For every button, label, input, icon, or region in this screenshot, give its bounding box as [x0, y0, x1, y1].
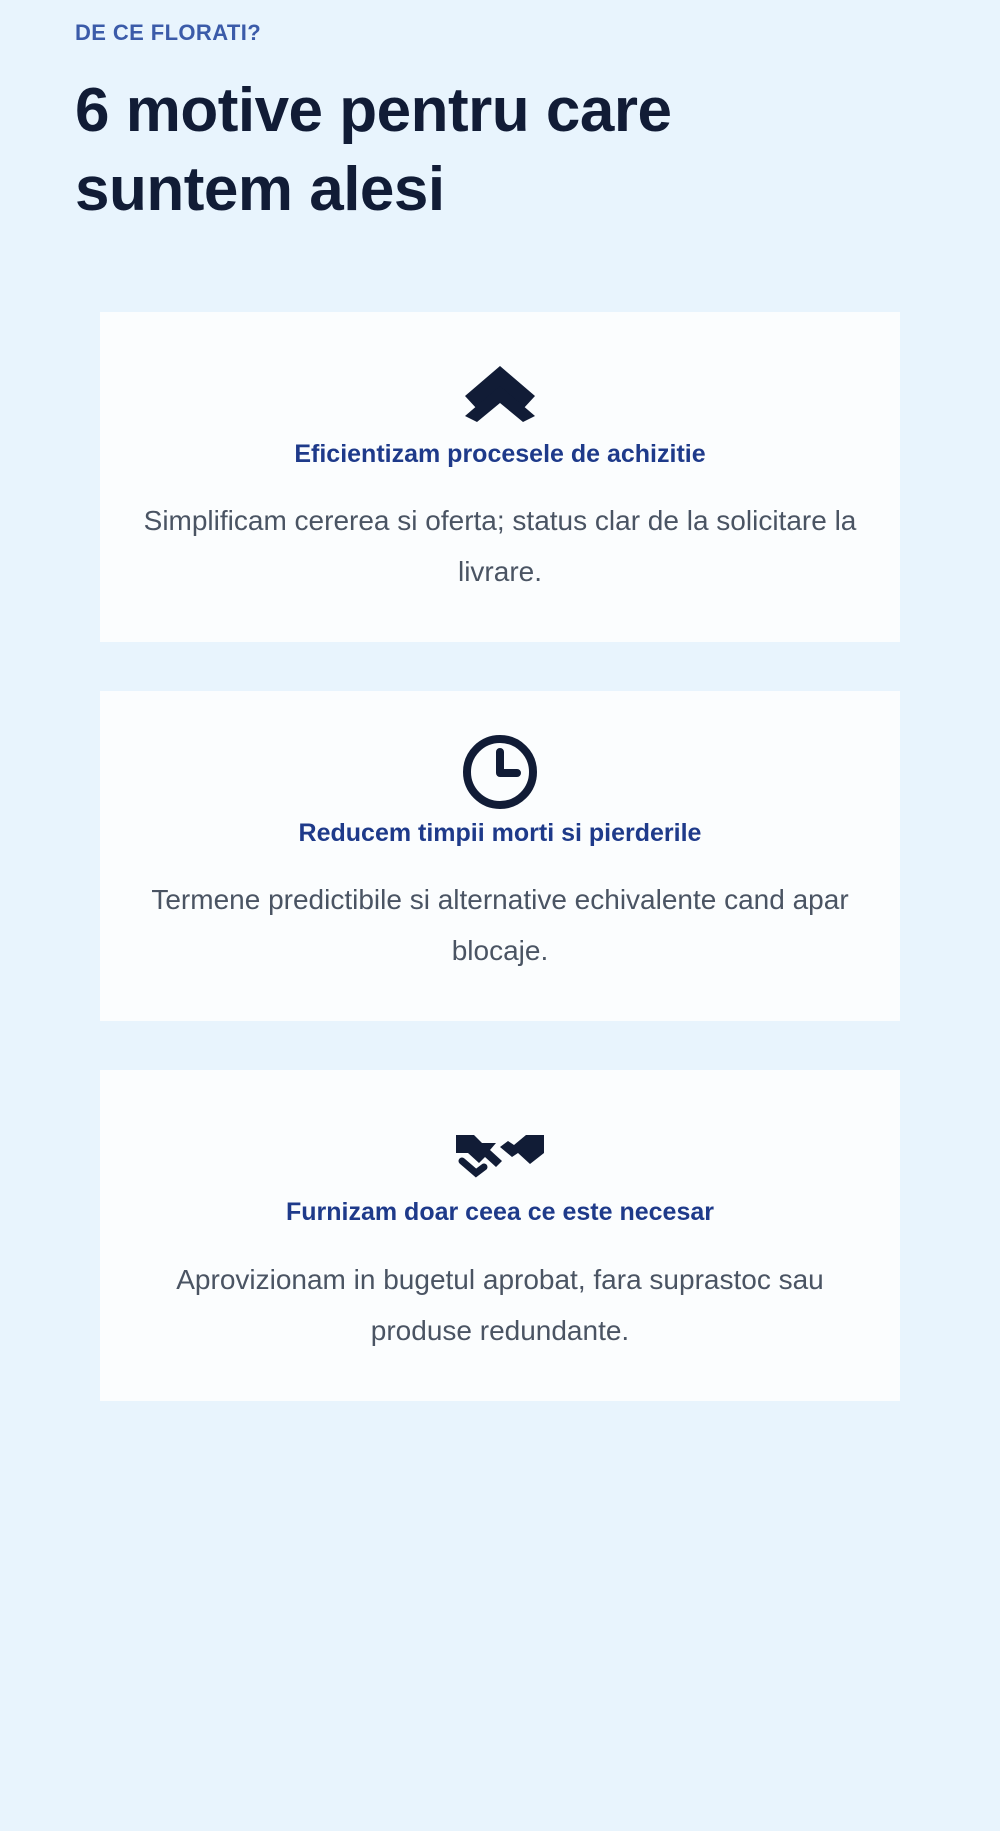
double-chevron-up-icon — [140, 356, 860, 430]
clock-icon — [140, 735, 860, 809]
benefit-card-text: Termene predictibile si alternative echivalente cand apar blocaje. — [151, 884, 849, 967]
benefit-card-title: Furnizam doar ceea ce este necesar — [285, 1198, 714, 1227]
section-header — [0, 0, 1000, 230]
benefit-card-title: Eficientizam procesele de achizitie — [294, 439, 706, 468]
benefit-card-title: Reducem timpii morti si pierderile — [298, 818, 702, 847]
benefit-card-text: Simplificam cererea si oferta; status clar de la solicitare la livrare. — [143, 505, 857, 587]
benefits-card-list — [0, 312, 1000, 1401]
benefit-card — [100, 1070, 900, 1400]
page-title: 6 motive pentru care suntem alesi — [75, 75, 672, 225]
benefit-card — [100, 691, 900, 1021]
section-eyebrow: DE CE FLORATI? — [75, 20, 262, 45]
benefit-card-text: Aprovizionam in bugetul aprobat, fara suprastoc sau produse redundante. — [176, 1263, 824, 1346]
benefit-card — [100, 312, 900, 642]
handshake-icon — [140, 1114, 860, 1188]
